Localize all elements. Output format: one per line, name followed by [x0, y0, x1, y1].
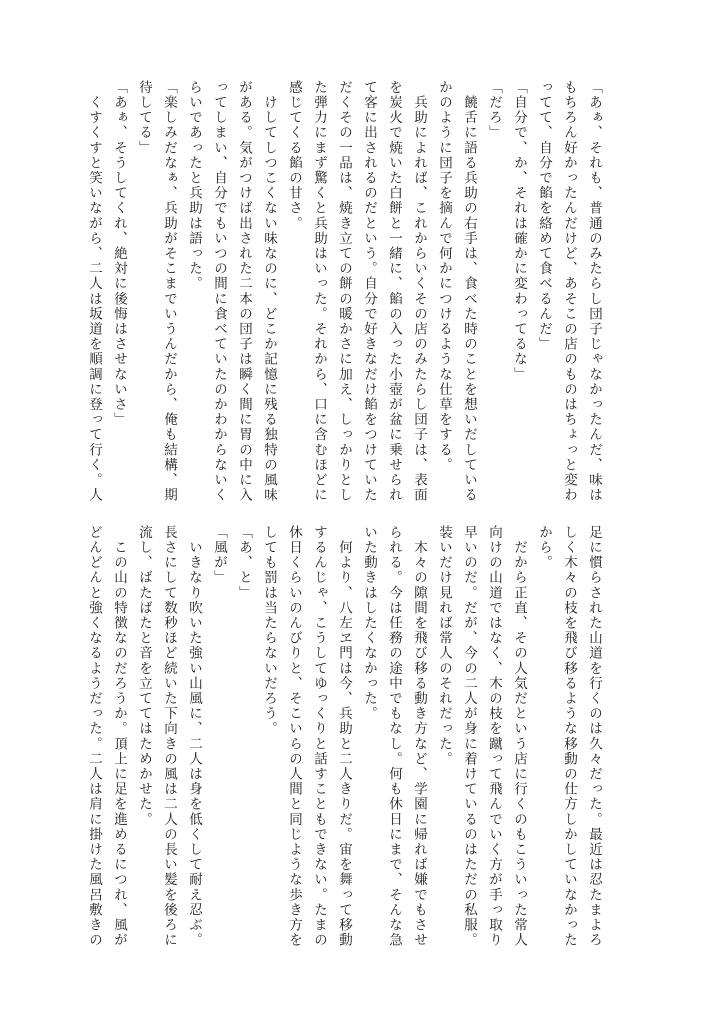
- text-line: を炭火で焼いた白餅と一緒に、餡の入った小壺が盆に乗せられ: [386, 80, 402, 503]
- text-line: 木々の隙間を飛び移る動き方など、学園に帰れば嫌でもさせ: [411, 525, 427, 948]
- text-line: だから正直、その人気だという店に行くのもこういった常人: [511, 525, 527, 948]
- text-line: がある。気がつけば出された二本の団子は瞬く間に胃の中に入: [236, 80, 252, 503]
- text-line: 「あぁ、そうしてくれ、絶対に後悔はさせないさ」: [111, 80, 127, 428]
- text-line: かのように団子を摘んで何かにつけるような仕草をする。: [436, 80, 452, 473]
- text-line: て客に出されるのだという。自分で好きなだけ餡をつけていた: [361, 80, 377, 503]
- text-line: 休日くらいのんびりと、そこいらの人間と同じような歩き方を: [286, 525, 302, 948]
- text-line: 感じてくる餡の甘さ。: [286, 80, 302, 231]
- text-line: この山の特徴なのだろうか。頂上に足を進めるにつれ、風が: [111, 525, 127, 948]
- text-line: けしてしつこくない味なのに、どこか記憶に残る独特の風味: [261, 80, 277, 503]
- text-line: 早いのだ。だが、今の二人が身に着けているのはただの私服。: [461, 525, 477, 948]
- text-line: しく木々の枝を飛び移るような移動の仕方しかしていなかった: [561, 525, 577, 948]
- text-line: 何より、八左ヱ門は今、兵助と二人きりだ。宙を舞って移動: [336, 525, 352, 948]
- text-line: 「自分で、か、それは確かに変わってるな」: [511, 80, 527, 382]
- text-line: 兵助によれば、これからいくその店のみたらし団子は、表面: [411, 80, 427, 503]
- text-line: 「だろ」: [486, 80, 502, 141]
- text-line: 装いだけ見れば常人のそれだった。: [436, 525, 452, 767]
- text-line: た弾力にまず驚くと兵助はいった。それから、口に含むほどに: [311, 80, 327, 503]
- text-line: どんどんと強くなるようだった。二人は肩に掛けた風呂敷きの: [86, 525, 102, 948]
- text-line: しても罰は当たらないだろう。: [261, 525, 277, 737]
- text-line: 「あぁ、それも、普通のみたらし団子じゃなかったんだ、味は: [586, 80, 602, 503]
- text-line: 饒舌に語る兵助の右手は、食べた時のことを想いだしている: [461, 80, 477, 503]
- text-line: いた動きはしたくなかった。: [361, 525, 377, 722]
- text-line: 向けの山道ではなく、木の枝を蹴って飛んでいく方が手っ取り: [486, 525, 502, 948]
- text-line: 「あ、と」: [236, 525, 252, 601]
- text-line: するんじゃ、こうしてゆっくりと話すこともできない。たまの: [311, 525, 327, 948]
- text-line: られる。今は任務の途中でもなし。何も休日にまで、そんな急: [386, 525, 402, 948]
- text-block-lower: [86, 525, 606, 948]
- text-line: 長さにして数秒ほど続いた下向きの風は二人の長い髪を後ろに: [161, 525, 177, 948]
- text-line: らいであったと兵助は語った。: [186, 80, 202, 292]
- text-line: 足に慣らされた山道を行くのは久々だった。最近は忍たまよろ: [586, 525, 602, 948]
- text-line: だくその一品は、焼き立ての餅の暖かさに加え、しっかりとし: [336, 80, 352, 503]
- text-block-upper: [86, 80, 606, 503]
- text-line: 流し、ばたばたと音を立ててはためかせた。: [136, 525, 152, 827]
- text-line: くすくすと笑いながら、二人は坂道を順調に登って行く。人: [86, 80, 102, 503]
- text-line: 「楽しみだなぁ、兵助がそこまでいうんだから、俺も結構、期: [161, 80, 177, 503]
- text-line: ってて、自分で餡を絡めて食べるんだ」: [536, 80, 552, 352]
- text-line: ってしまい、自分でもいつの間に食べていたのかわからないく: [211, 80, 227, 503]
- text-line: 待してる」: [136, 80, 152, 156]
- text-line: から。: [536, 525, 552, 571]
- text-line: いきなり吹いた強い山風に、二人は身を低くして耐え忍ぶ。: [186, 525, 202, 948]
- text-line: 「風が」: [211, 525, 227, 586]
- text-line: もちろん好かったんだけど、あそこの店のものはちょっと変わ: [561, 80, 577, 503]
